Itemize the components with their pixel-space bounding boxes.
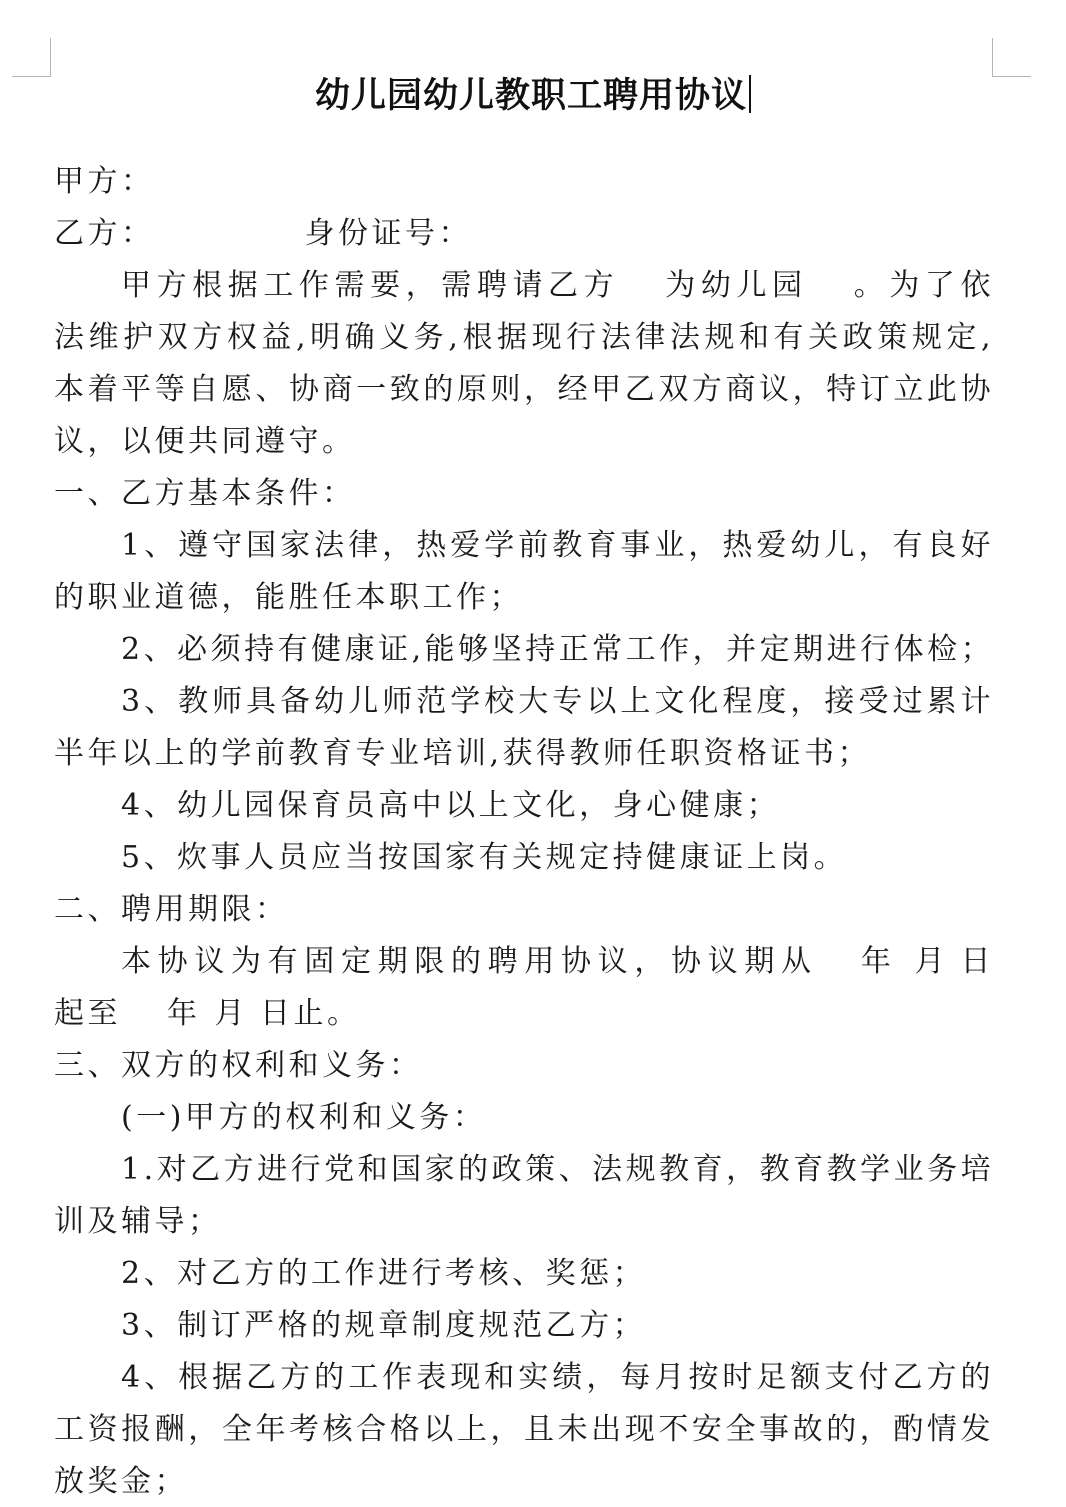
list-item-continuation: 训及辅导； — [54, 1204, 222, 1239]
paragraph-line: 本协议为有固定期限的聘用协议，协议期从 年 月 日 — [121, 944, 994, 979]
list-item: 3、教师具备幼儿师范学校大专以上文化程度，接受过累计 — [121, 684, 994, 719]
document-body[interactable] — [54, 156, 994, 1507]
paragraph-line: 议，以便共同遵守。 — [54, 424, 356, 459]
section-heading: 一、乙方基本条件： — [54, 476, 356, 511]
paragraph-line: 法维护双方权益,明确义务,根据现行法律法规和有关政策规定, — [54, 320, 994, 355]
list-item-continuation: 的职业道德，能胜任本职工作； — [54, 580, 523, 615]
subsection-heading: (一)甲方的权利和义务： — [121, 1100, 487, 1135]
list-item: 3、制订严格的规章制度规范乙方； — [121, 1308, 647, 1343]
text-cursor — [749, 75, 751, 113]
list-item: 4、幼儿园保育员高中以上文化，身心健康； — [121, 788, 781, 823]
list-item: 2、必须持有健康证,能够坚持正常工作，并定期进行体检； — [121, 632, 994, 667]
document-title: 幼儿园幼儿教职工聘用协议 — [314, 76, 747, 116]
list-item-continuation: 半年以上的学前教育专业培训,获得教师任职资格证书； — [54, 736, 872, 771]
section-heading: 二、聘用期限： — [54, 892, 289, 927]
paragraph-line: 本着平等自愿、协商一致的原则，经甲乙双方商议，特订立此协 — [54, 372, 994, 407]
party-b-line: 乙方： 身份证号： — [54, 216, 472, 251]
section-heading: 三、双方的权利和义务： — [54, 1048, 423, 1083]
list-item-continuation: 放奖金； — [54, 1464, 188, 1499]
list-item: 2、对乙方的工作进行考核、奖惩； — [121, 1256, 647, 1291]
paragraph-line: 甲方根据工作需要，需聘请乙方 为幼儿园 。为了依 — [121, 268, 994, 303]
document-title-row[interactable] — [0, 72, 1066, 120]
list-item: 4、根据乙方的工作表现和实绩，每月按时足额支付乙方的 — [121, 1360, 994, 1395]
list-item: 5、炊事人员应当按国家有关规定持健康证上岗。 — [121, 840, 848, 875]
party-a-line: 甲方： — [54, 164, 155, 199]
paragraph-line: 起至 年 月 日止。 — [54, 996, 361, 1031]
list-item: 1、遵守国家法律，热爱学前教育事业，热爱幼儿，有良好 — [121, 528, 994, 563]
list-item: 1.对乙方进行党和国家的政策、法规教育，教育教学业务培 — [121, 1152, 994, 1187]
list-item-continuation: 工资报酬，全年考核合格以上，且未出现不安全事故的，酌情发 — [54, 1412, 994, 1447]
